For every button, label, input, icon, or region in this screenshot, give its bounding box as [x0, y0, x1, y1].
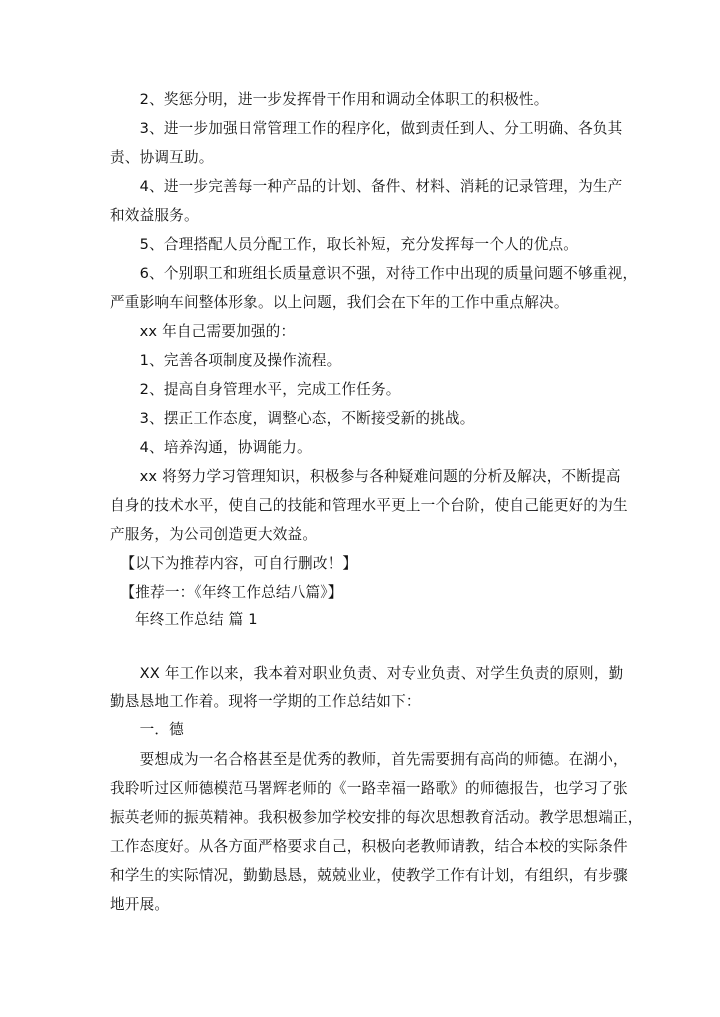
text-line: 产服务，为公司创造更大效益。 — [110, 526, 318, 543]
section-heading: 年终工作总结 篇 1 — [135, 611, 258, 628]
text-line: 2、提高自身管理水平，完成工作任务。 — [110, 381, 401, 398]
text-line: 和效益服务。 — [110, 207, 199, 224]
text-line: 勤恳恳地工作着。现将一学期的工作总结如下： — [110, 693, 421, 710]
text-line: 6、个别职工和班组长质量意识不强，对待工作中出现的质量问题不够重视， — [110, 265, 638, 282]
text-line: 和学生的实际情况，勤勤恳恳，兢兢业业，使教学工作有计划，有组织，有步骤 — [110, 867, 628, 884]
text-line: XX 年工作以来，我本着对职业负责、对专业负责、对学生负责的原则，勤 — [110, 665, 624, 682]
text-line: 责、协调互助。 — [110, 149, 214, 166]
text-line: 自身的技术水平，使自己的技能和管理水平更上一个台阶，使自己能更好的为生 — [110, 497, 628, 514]
text-line: 4、进一步完善每一种产品的计划、备件、材料、消耗的记录管理，为生产 — [110, 178, 623, 195]
text-line: 3、摆正工作态度，调整心态，不断接受新的挑战。 — [110, 410, 475, 427]
text-line: 4、培养沟通，协调能力。 — [110, 439, 312, 456]
text-line: 地开展。 — [110, 896, 170, 913]
text-line: 3、进一步加强日常管理工作的程序化，做到责任到人、分工明确、各负其 — [110, 120, 623, 137]
text-line: xx 年自己需要加强的： — [110, 323, 296, 340]
text-line: 严重影响车间整体形象。以上问题，我们会在下年的工作中重点解决。 — [110, 294, 569, 311]
text-line: 我聆听过区师德模范马署辉老师的《一路幸福一路歌》的师德报告，也学习了张 — [110, 780, 628, 797]
text-line: xx 将努力学习管理知识，积极参与各种疑难问题的分析及解决，不断提高 — [110, 468, 621, 485]
recommend-title: 【推荐一：《年终工作总结八篇》】 — [113, 584, 343, 601]
recommend-note: 【以下为推荐内容，可自行删改！】 — [113, 555, 358, 572]
text-line: 1、完善各项制度及操作流程。 — [110, 352, 342, 369]
text-line: 要想成为一名合格甚至是优秀的教师，首先需要拥有高尚的师德。在湖小， — [110, 751, 628, 768]
text-line: 振英老师的振英精神。我积极参加学校安排的每次思想教育活动。教学思想端正， — [110, 809, 643, 826]
subsection-heading: 一．德 — [110, 721, 184, 738]
text-line: 5、合理搭配人员分配工作，取长补短，充分发挥每一个人的优点。 — [110, 236, 579, 253]
text-line: 工作态度好。从各方面严格要求自己，积极向老教师请教，结合本校的实际条件 — [110, 838, 628, 855]
text-line: 2、奖惩分明，进一步发挥骨干作用和调动全体职工的积极性。 — [110, 91, 549, 108]
